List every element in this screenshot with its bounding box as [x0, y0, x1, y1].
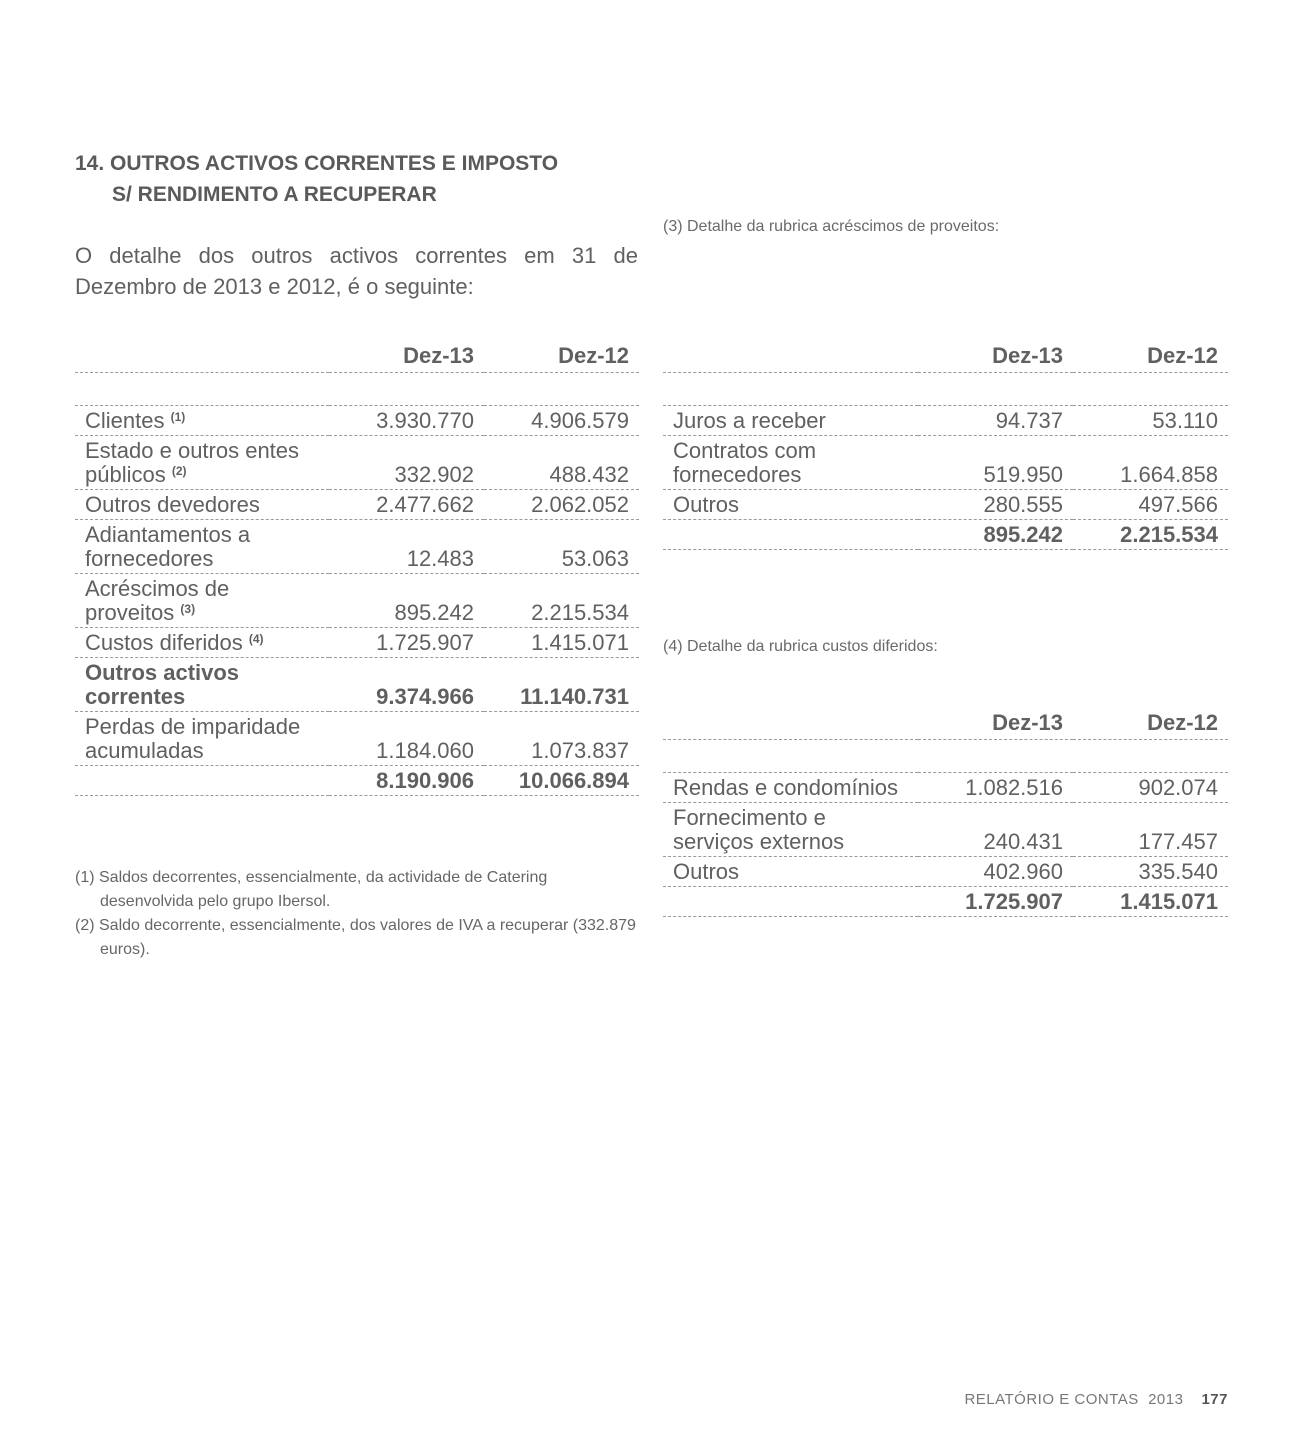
value-dez13: 12.483	[329, 520, 484, 574]
value-dez13: 1.082.516	[918, 773, 1073, 803]
intro-paragraph: O detalhe dos outros activos correntes em 31 de Dezembro de 2013 e 2012, é o seguinte:	[75, 243, 638, 299]
column-header-dez12: Dez-12	[484, 335, 639, 373]
row-label: Outros activos correntes	[75, 658, 329, 712]
value-dez12: 2.062.052	[484, 490, 639, 520]
deferred-heading: (4) Detalhe da rubrica custos diferidos:	[663, 638, 938, 655]
row-label: Estado e outros entes públicos	[85, 438, 300, 487]
value-dez13: 402.960	[918, 857, 1073, 887]
page-number: 177	[1201, 1391, 1228, 1408]
note-ref: (1)	[170, 410, 186, 424]
value-dez12: 1.664.858	[1073, 436, 1228, 490]
value-dez13: 2.477.662	[329, 490, 484, 520]
total-dez12: 1.415.071	[1073, 887, 1228, 917]
value-dez13: 1.184.060	[329, 712, 484, 766]
row-label: Contratos com fornecedores	[663, 436, 918, 490]
table-row	[663, 406, 1228, 436]
row-label: Perdas de imparidade acumuladas	[75, 712, 329, 766]
total-dez13: 1.725.907	[918, 887, 1073, 917]
total-row	[75, 766, 639, 796]
accruals-table	[663, 335, 1228, 550]
table-header-row	[75, 335, 639, 373]
value-dez12: 53.063	[484, 520, 639, 574]
total-dez12: 10.066.894	[484, 766, 639, 796]
accruals-heading: (3) Detalhe da rubrica acréscimos de proveitos:	[663, 218, 1000, 235]
note-ref: (3)	[180, 602, 196, 616]
footnote-2: (2) Saldo decorrente, essencialmente, dos valores de IVA a recuperar (332.879 euros).	[75, 917, 636, 958]
table-header-row	[663, 702, 1228, 740]
value-dez13: 9.374.966	[329, 658, 484, 712]
section-title	[75, 148, 655, 210]
value-dez12: 1.415.071	[484, 628, 639, 658]
value-dez13: 280.555	[918, 490, 1073, 520]
value-dez13: 94.737	[918, 406, 1073, 436]
subtotal-row	[75, 658, 639, 712]
row-label: Custos diferidos	[85, 630, 243, 655]
table-row	[75, 574, 639, 628]
row-label: Outros	[663, 490, 918, 520]
total-row	[663, 520, 1228, 550]
value-dez12: 177.457	[1073, 803, 1228, 857]
total-dez13: 895.242	[918, 520, 1073, 550]
column-header-dez13: Dez-13	[329, 335, 484, 373]
value-dez12: 1.073.837	[484, 712, 639, 766]
value-dez13: 240.431	[918, 803, 1073, 857]
note-ref: (2)	[171, 464, 187, 478]
other-current-assets-table	[75, 335, 639, 796]
footnote-1: (1) Saldos decorrentes, essencialmente, da actividade de Catering desenvolvida pelo grupo Ibersol.	[75, 869, 548, 910]
value-dez13: 519.950	[918, 436, 1073, 490]
footnotes	[75, 866, 645, 962]
table-header-row	[663, 335, 1228, 373]
report-title: RELATÓRIO E CONTAS 2013	[964, 1391, 1184, 1408]
value-dez12: 497.566	[1073, 490, 1228, 520]
total-row	[663, 887, 1228, 917]
value-dez12: 488.432	[484, 436, 639, 490]
row-label: Outros	[663, 857, 918, 887]
value-dez13: 332.902	[329, 436, 484, 490]
value-dez13: 3.930.770	[329, 406, 484, 436]
page-footer	[964, 1391, 1228, 1408]
section-title-line1: 14. OUTROS ACTIVOS CORRENTES E IMPOSTO	[75, 152, 559, 175]
table-row	[75, 628, 639, 658]
row-label: Clientes	[85, 408, 165, 433]
deferred-costs-table	[663, 702, 1228, 917]
table-row	[663, 803, 1228, 857]
total-dez12: 2.215.534	[1073, 520, 1228, 550]
row-label: Adiantamentos a fornecedores	[75, 520, 329, 574]
column-header-dez12: Dez-12	[1073, 702, 1228, 740]
row-label: Rendas e condomínios	[663, 773, 918, 803]
value-dez13: 1.725.907	[329, 628, 484, 658]
row-label: Juros a receber	[663, 406, 918, 436]
value-dez12: 902.074	[1073, 773, 1228, 803]
total-dez13: 8.190.906	[329, 766, 484, 796]
table-row	[663, 857, 1228, 887]
value-dez13: 895.242	[329, 574, 484, 628]
table-row	[75, 490, 639, 520]
column-header-dez13: Dez-13	[918, 702, 1073, 740]
section-title-line2: S/ RENDIMENTO A RECUPERAR	[112, 183, 437, 206]
table-row	[663, 436, 1228, 490]
value-dez12: 11.140.731	[484, 658, 639, 712]
row-label: Outros devedores	[75, 490, 329, 520]
column-header-dez13: Dez-13	[918, 335, 1073, 373]
table-row	[75, 406, 639, 436]
value-dez12: 4.906.579	[484, 406, 639, 436]
value-dez12: 2.215.534	[484, 574, 639, 628]
note-ref: (4)	[248, 632, 264, 646]
value-dez12: 335.540	[1073, 857, 1228, 887]
table-row	[75, 520, 639, 574]
column-header-dez12: Dez-12	[1073, 335, 1228, 373]
table-row	[663, 773, 1228, 803]
row-label: Acréscimos de proveitos	[85, 576, 230, 625]
table-row	[75, 712, 639, 766]
value-dez12: 53.110	[1073, 406, 1228, 436]
table-row	[75, 436, 639, 490]
row-label: Fornecimento e serviços externos	[663, 803, 918, 857]
table-row	[663, 490, 1228, 520]
